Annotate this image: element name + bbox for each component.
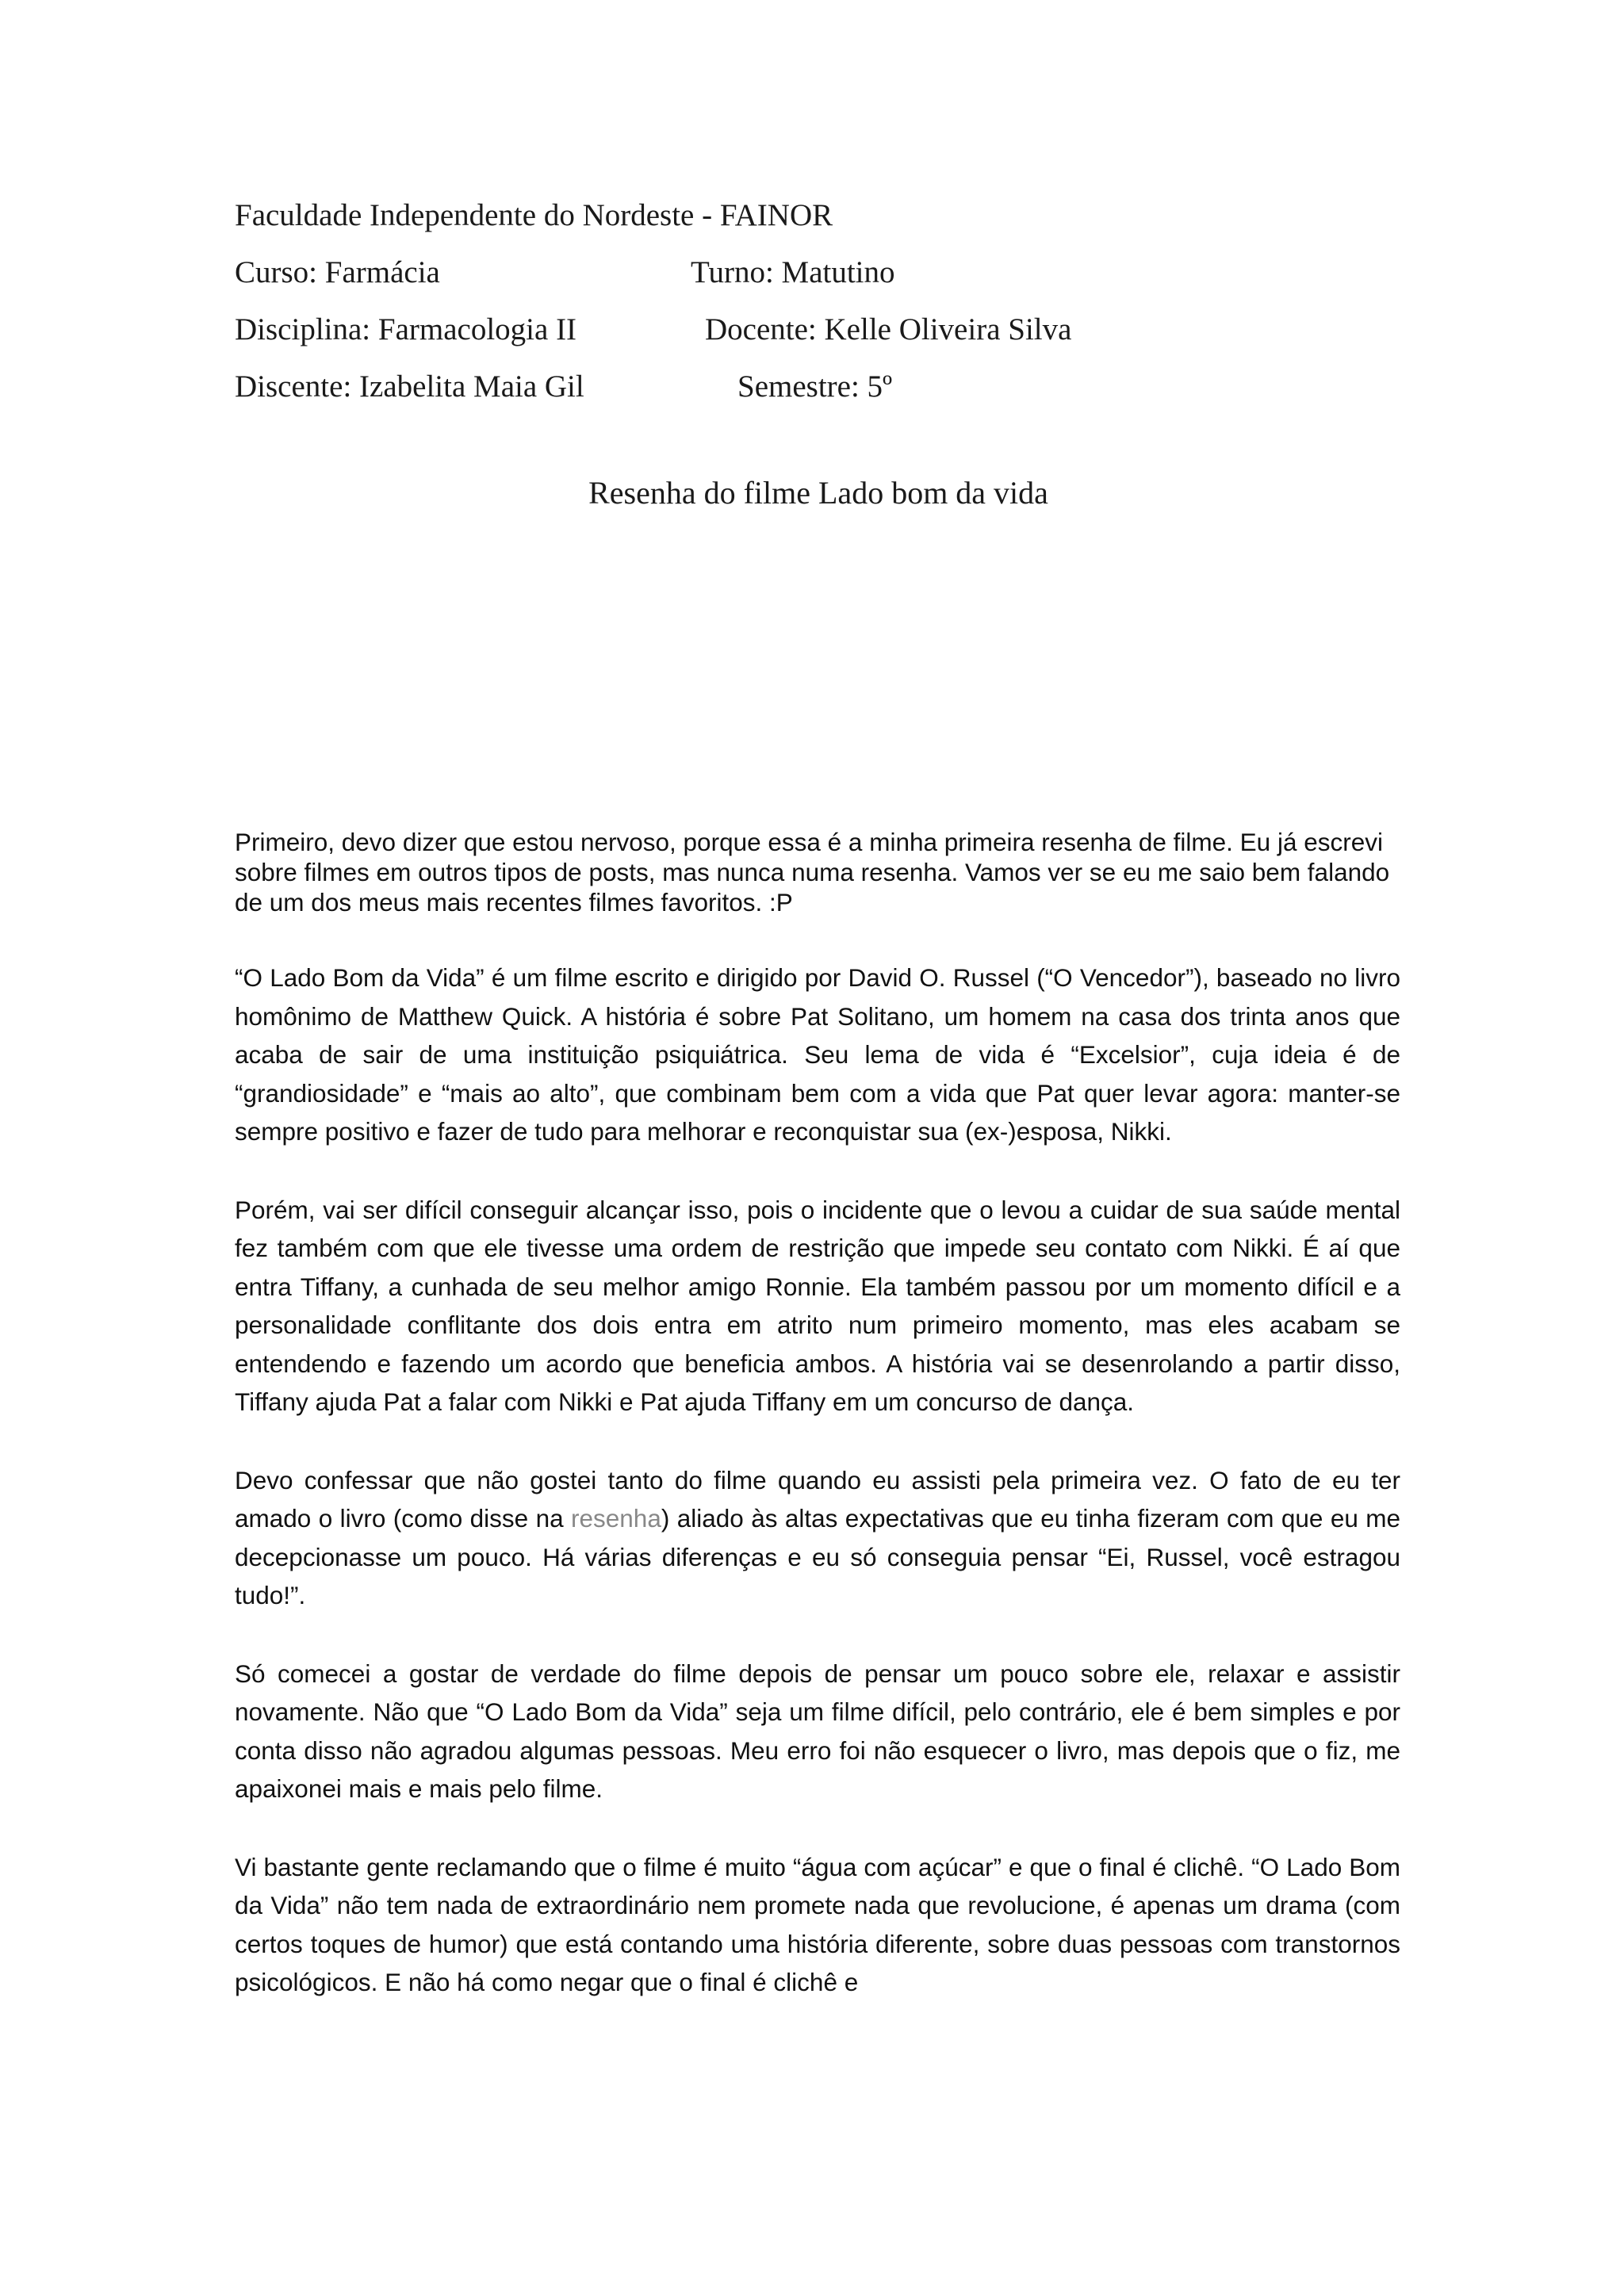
paragraph-synopsis: “O Lado Bom da Vida” é um filme escrito e dirigido por David O. Russel (“O Vencedor”), baseado no livro homônimo de Matthew Quick. A história é sobre Pat Solitano, um homem na casa dos trinta anos que acaba de sair de uma instituição psiquiátrica. Seu lema de vida é “Excelsior”, cuja ideia é de “grandiosidade” e “mais ao alto”, que combinam bem com a vida que Pat quer levar agora: manter-se sempre positivo e fazer de tudo para melhorar e reconquistar sua (ex-)esposa, Nikki. xyxy=(235,963,1400,1146)
paragraph-first-impression xyxy=(235,1461,1400,1615)
teacher-label: Docente: Kelle Oliveira Silva xyxy=(705,312,1072,346)
institution-name: Faculdade Independente do Nordeste - FAINOR xyxy=(235,198,833,232)
semester-label: Semestre: 5º xyxy=(737,369,893,404)
shift-label: Turno: Matutino xyxy=(691,255,895,289)
header-student-line xyxy=(235,358,1424,415)
review-body xyxy=(235,827,1400,2042)
paragraph-text: Devo confessar que não gostei tanto do filme quando eu assisti pela primeira vez. O fato de eu ter amado o livro (como disse na xyxy=(235,1465,1400,1533)
document-header xyxy=(235,187,1424,415)
paragraph-criticism: Vi bastante gente reclamando que o filme é muito “água com açúcar” e que o final é clichê. “O Lado Bom da Vida” não tem nada de extraordinário nem promete nada que revolucione, é apenas um drama (com certos toques de humor) que está contando uma história diferente, sobre duas pessoas com transtornos psicológicos. E não há como negar que o final é clichê e xyxy=(235,1852,1400,1996)
discipline-label: Disciplina: Farmacologia II xyxy=(235,312,577,346)
paragraph-rewatch: Só comecei a gostar de verdade do filme depois de pensar um pouco sobre ele, relaxar e assistir novamente. Não que “O Lado Bom da Vida” seja um filme difícil, pelo contrário, ele é bem simples e por conta disso não agradou algumas pessoas. Meu erro foi não esquecer o livro, mas depois que o fiz, me apaixonei mais e mais pelo filme. xyxy=(235,1659,1400,1803)
header-course-line xyxy=(235,244,1424,301)
resenha-link[interactable]: resenha xyxy=(571,1504,661,1533)
paragraph-plot: Porém, vai ser difícil conseguir alcançar isso, pois o incidente que o levou a cuidar de sua saúde mental fez também com que ele tivesse uma ordem de restrição que impede seu contato com Nikki. É aí que entra Tiffany, a cunhada de seu melhor amigo Ronnie. Ela também passou por um momento difícil e a personalidade conflitante dos dois entra em atrito num primeiro momento, mas eles acabam se entendendo e fazendo um acordo que beneficia ambos. A história vai se desenrolando a partir disso, Tiffany ajuda Pat a falar com Nikki e Pat ajuda Tiffany em um concurso de dança. xyxy=(235,1195,1400,1416)
header-institution-line xyxy=(235,187,1424,244)
paragraph-text: ) aliado às altas expectativas que eu tinha fizeram com que eu me decepcionasse um pouco. Há várias diferenças e eu só conseguia pensar “Ei, Russel, você estragou tudo!”. xyxy=(235,1504,1400,1609)
review-title: Resenha do filme Lado bom da vida xyxy=(588,475,1048,511)
course-label: Curso: Farmácia xyxy=(235,255,440,289)
student-label: Discente: Izabelita Maia Gil xyxy=(235,369,584,404)
header-discipline-line xyxy=(235,301,1424,358)
paragraph-intro: Primeiro, devo dizer que estou nervoso, porque essa é a minha primeira resenha de filme. Eu já escrevi sobre filmes em outros tipos de posts, mas nunca numa resenha. Vamos ver se eu me saio bem falando de um dos meus mais recentes filmes favoritos. :P xyxy=(235,828,1390,916)
